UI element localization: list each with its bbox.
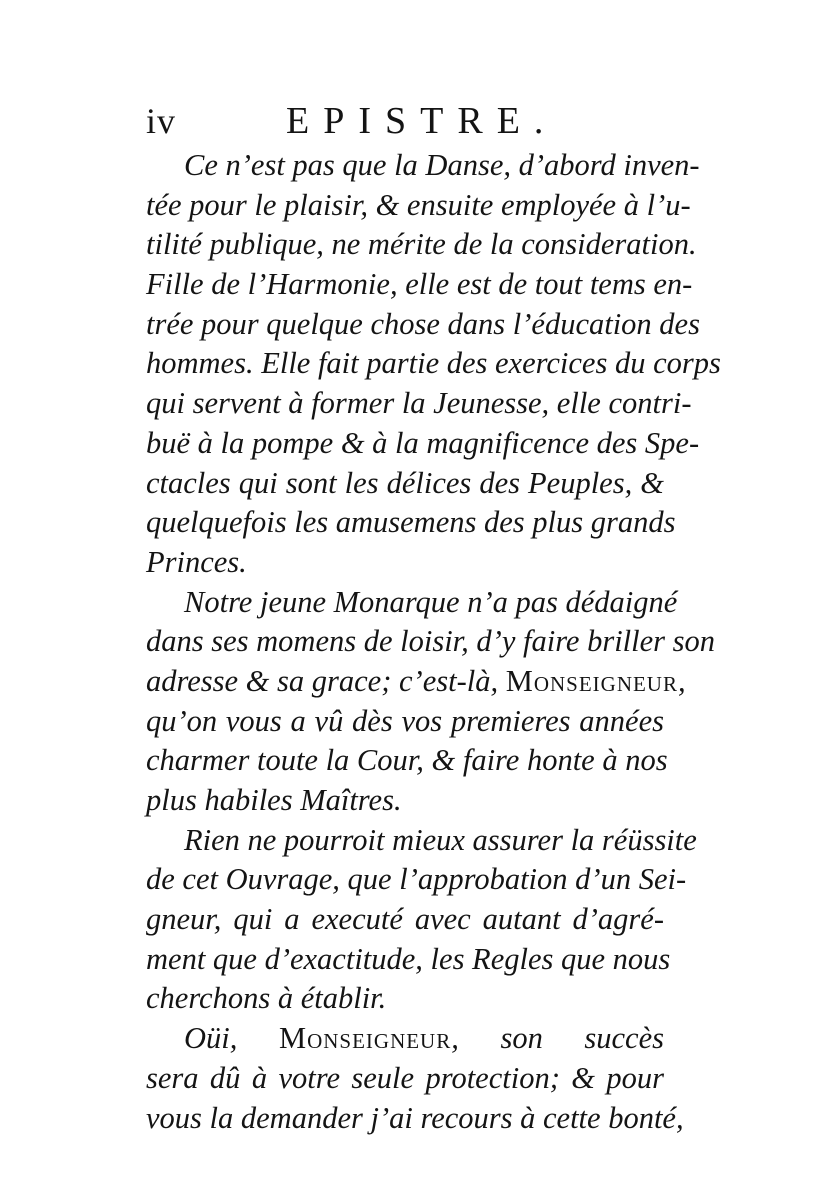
text-line: plus habiles Maîtres.	[146, 783, 402, 817]
text-segment: adresse & sa grace; c’est-là,	[146, 663, 506, 698]
text-line: Notre jeune Monarque n’a pas dédaigné	[184, 584, 678, 619]
text-line: Rien ne pourroit mieux assurer la réüssite	[184, 822, 697, 857]
text-line: dans ses momens de loisir, d’y faire briller son	[146, 624, 716, 659]
text-line: tée pour le plaisir, & ensuite employée à l’u-	[146, 187, 691, 222]
text-line: hommes. Elle fait partie des exercices du corps	[146, 346, 721, 381]
small-caps-address: Monseigneur	[505, 663, 678, 698]
text-line: ctacles qui sont les délices des Peuples, &	[146, 465, 664, 500]
text-line: gneur, qui a executé avec autant d’agré-	[146, 902, 664, 937]
text-line: sera dû à votre seule protection; & pour	[146, 1060, 664, 1095]
page-header	[146, 96, 558, 146]
text-line: trée pour quelque chose dans l’éducation des	[146, 306, 700, 341]
text-line: cherchons à établir.	[146, 981, 387, 1016]
text-line: Ce n’est pas que la Danse, d’abord inven-	[184, 148, 700, 182]
text-line-with-small-caps	[146, 1019, 664, 1059]
small-caps-address: Monseigneur	[278, 1021, 452, 1056]
page-number: iv	[146, 101, 177, 141]
text-line: charmer toute la Cour, & faire honte à nos	[146, 743, 668, 778]
text-line: ment que d’exactitude, les Regles que nous	[146, 941, 671, 976]
body-text	[146, 146, 721, 1138]
text-line: Princes.	[146, 544, 247, 579]
text-segment: , son succès	[451, 1021, 664, 1056]
text-segment: ,	[678, 663, 686, 698]
text-line: Fille de l’Harmonie, elle est de tout tems en-	[146, 267, 693, 302]
text-line: buë à la pompe & à la magnificence des Spe-	[146, 425, 700, 460]
running-title: EPISTRE.	[286, 100, 558, 142]
text-line: tilité publique, ne mérite de la consideration.	[146, 227, 697, 262]
text-line: qu’on vous a vû dès vos premieres années	[146, 703, 664, 738]
text-line: qui servent à former la Jeunesse, elle contri-	[146, 386, 692, 421]
text-line-with-small-caps	[146, 662, 686, 702]
text-line: quelquefois les amusemens des plus grands	[146, 505, 676, 540]
text-line: vous la demander j’ai recours à cette bonté,	[146, 1100, 684, 1135]
text-segment: Oüi,	[184, 1021, 279, 1056]
text-line: de cet Ouvrage, que l’approbation d’un Sei-	[146, 862, 687, 897]
